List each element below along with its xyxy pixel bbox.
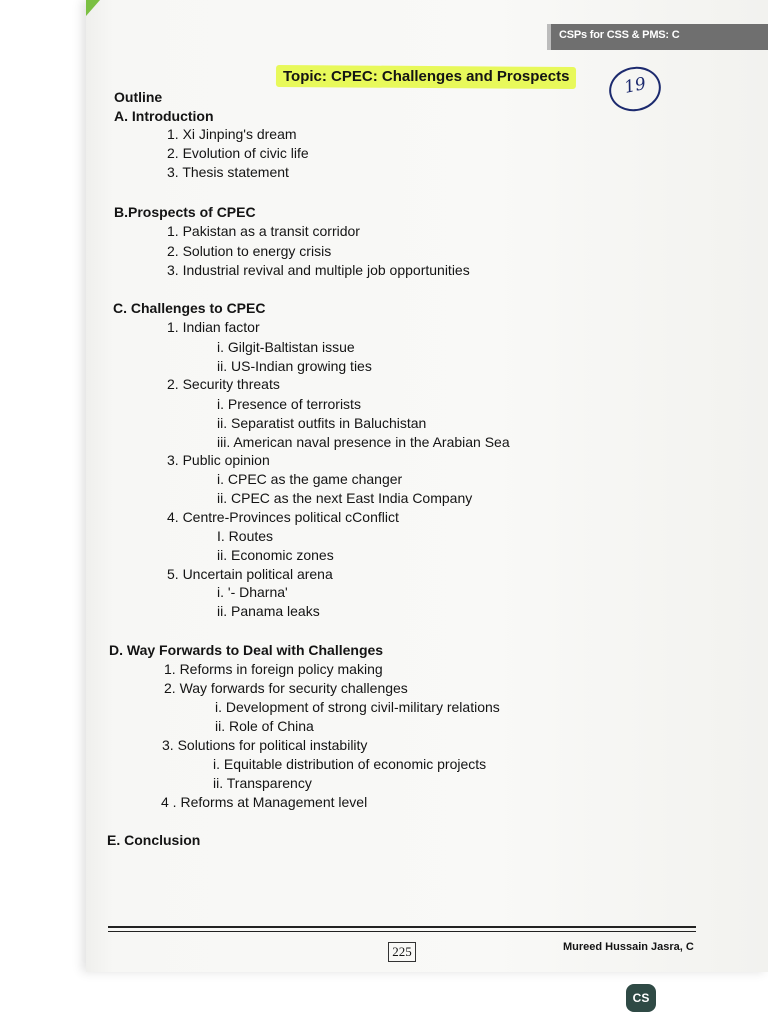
footer-author: Mureed Hussain Jasra, C bbox=[563, 941, 694, 953]
list-subitem: i. Development of strong civil-military relations bbox=[215, 699, 500, 715]
list-item: 1. Pakistan as a transit corridor bbox=[167, 223, 360, 239]
footer-rule bbox=[108, 931, 696, 932]
footer-rule bbox=[108, 926, 696, 928]
page-number: 225 bbox=[388, 942, 416, 962]
list-item: 5. Uncertain political arena bbox=[167, 566, 333, 582]
outline-heading: Outline bbox=[114, 89, 163, 105]
list-item: 3. Industrial revival and multiple job opportunities bbox=[167, 262, 470, 278]
section-heading-challenges: C. Challenges to CPEC bbox=[113, 300, 266, 316]
list-subitem: ii. US-Indian growing ties bbox=[217, 358, 372, 374]
list-subitem: ii. Panama leaks bbox=[217, 603, 320, 619]
handwritten-page-mark-text: 19 bbox=[622, 73, 648, 98]
list-subitem: i. '- Dharna' bbox=[217, 584, 288, 600]
list-item: 3. Public opinion bbox=[167, 452, 270, 468]
list-subitem: i. Presence of terrorists bbox=[217, 396, 361, 412]
list-subitem: i. CPEC as the game changer bbox=[217, 471, 403, 487]
list-subitem: ii. Separatist outfits in Baluchistan bbox=[217, 415, 427, 431]
list-item: 3. Solutions for political instability bbox=[162, 737, 368, 753]
running-header bbox=[547, 24, 768, 50]
list-item: 1. Xi Jinping's dream bbox=[167, 126, 297, 142]
list-item: 2. Way forwards for security challenges bbox=[164, 680, 408, 696]
running-header-text: CSPs for CSS & PMS: C bbox=[559, 29, 680, 41]
list-subitem: i. Equitable distribution of economic projects bbox=[213, 756, 487, 772]
list-item: 1. Indian factor bbox=[167, 319, 260, 335]
list-subitem: ii. Role of China bbox=[215, 718, 314, 734]
corner-tab bbox=[86, 0, 100, 16]
list-item: 4. Centre-Provinces political cConflict bbox=[167, 509, 399, 525]
section-heading-introduction: A. Introduction bbox=[114, 108, 214, 124]
camscanner-badge[interactable]: CS bbox=[626, 984, 656, 1012]
list-item: 1. Reforms in foreign policy making bbox=[164, 661, 383, 677]
list-subitem: ii. CPEC as the next East India Company bbox=[217, 490, 473, 506]
list-subitem: ii. Transparency bbox=[213, 775, 312, 791]
list-subitem: iii. American naval presence in the Arabian Sea bbox=[217, 434, 510, 450]
section-heading-conclusion: E. Conclusion bbox=[107, 832, 201, 848]
list-item: 2. Evolution of civic life bbox=[167, 145, 309, 161]
list-item: 3. Thesis statement bbox=[167, 164, 289, 180]
list-item: 4 . Reforms at Management level bbox=[161, 794, 368, 810]
list-subitem: I. Routes bbox=[217, 528, 274, 544]
list-item: 2. Solution to energy crisis bbox=[167, 243, 332, 259]
topic-title: Topic: CPEC: Challenges and Prospects bbox=[283, 68, 570, 85]
list-item: 2. Security threats bbox=[167, 376, 280, 392]
list-subitem: i. Gilgit-Baltistan issue bbox=[217, 339, 355, 355]
list-subitem: ii. Economic zones bbox=[217, 547, 334, 563]
section-heading-way-forwards: D. Way Forwards to Deal with Challenges bbox=[109, 642, 384, 658]
section-heading-prospects: B.Prospects of CPEC bbox=[114, 204, 256, 220]
